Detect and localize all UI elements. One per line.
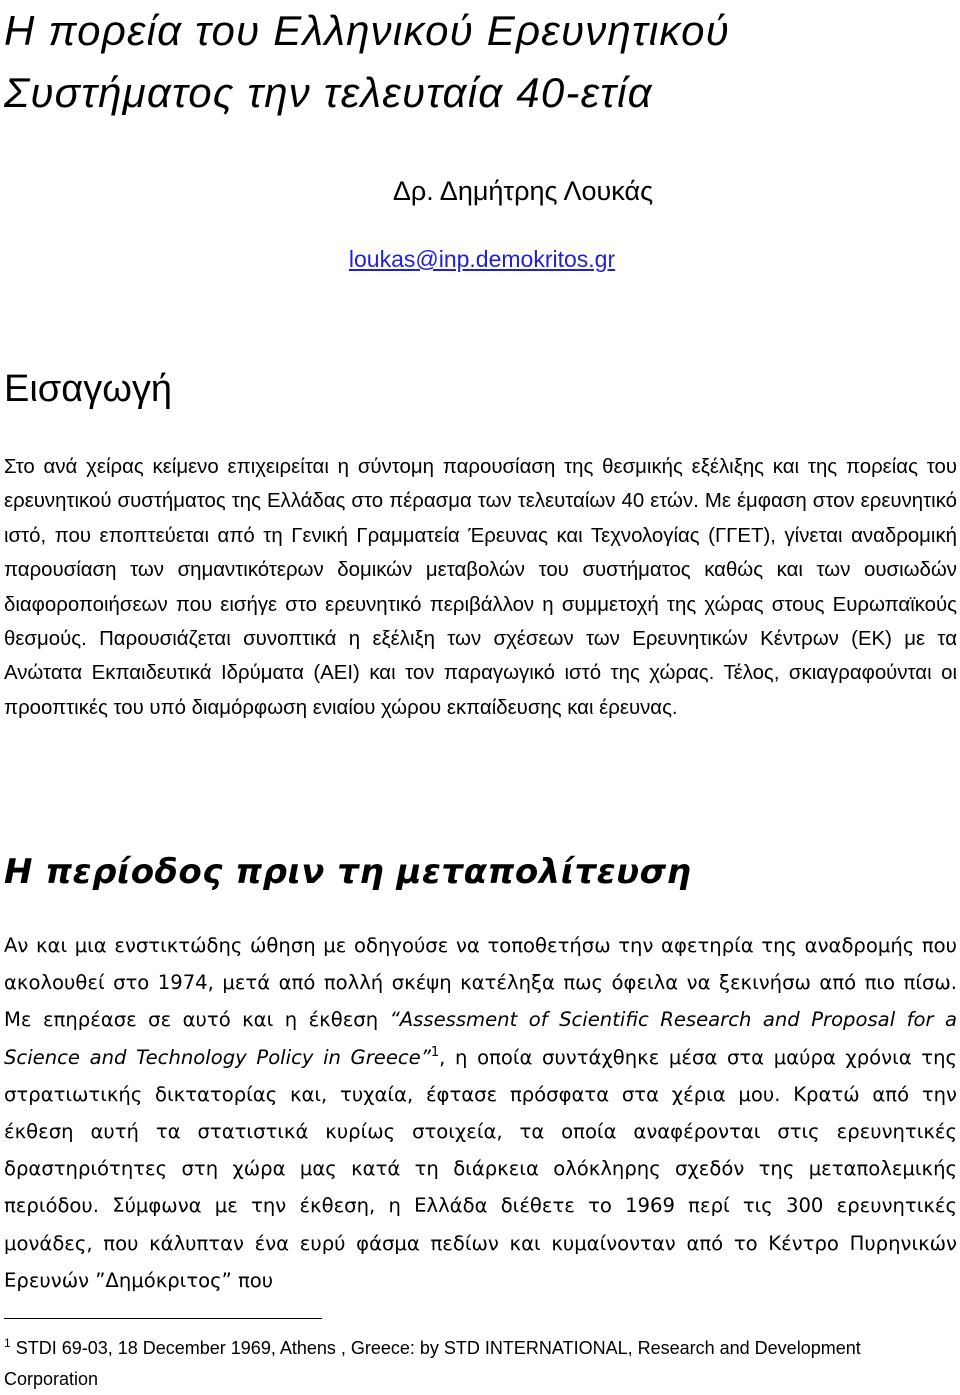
document-title [4, 0, 960, 124]
footnote-text: STDI 69-03, 18 December 1969, Athens , Greece: by STD INTERNATIONAL, Research and Development Corporation [4, 1338, 861, 1389]
section-heading-pre-metapolitefsi: Η περίοδος πριν τη μεταπολίτευση [4, 852, 692, 892]
paragraph-text-part-1: Αν και μια ενστικτώδης ώθηση με οδηγούσε να τοποθετήσω την αφετηρία της αναδρομής που ακολουθεί στο 1974, μετά από πολλή σκέψη κατέληξα πως όφειλα να ξεκινήσω από πιο πίσω. Με επηρέασε σε αυτό και η έκθεση [4, 934, 957, 1032]
document-title-line-1: Η πορεία του Ελληνικού Ερευνητικού [4, 7, 730, 54]
email-link[interactable]: loukas@inp.demokritos.gr [348, 246, 616, 272]
footnote-number: 1 [4, 1336, 11, 1350]
section-heading-introduction: Εισαγωγή [4, 368, 173, 410]
footnote-reference[interactable]: 1 [430, 1044, 440, 1060]
footnote-separator [4, 1318, 322, 1319]
author-name: Δρ. Δημήτρης Λουκάς [392, 176, 654, 206]
introduction-paragraph: Στο ανά χείρας κείμενο επιχειρείται η σύντομη παρουσίαση της θεσμικής εξέλιξης και της πορείας του ερευνητικού συστήματος της Ελλάδας στο πέρασμα των τελευταίων 40 ετών. Με έμφαση στον ερευνητικό ιστό, που εποπτεύεται από τη Γενική Γραμματεία Έρευνας και Τεχνολογίας (ΓΓΕΤ), γίνεται αναδρομική παρουσίαση των σημαντικότερων δομικών μεταβολών του συστήματος καθώς και των ουσιωδών διαφοροποιήσεων που εισήγε στο ερευνητικό περιβάλλον η συμμετοχή της χώρας στους Ευρωπαϊκούς θεσμούς. Παρουσιάζεται συνοπτικά η εξέλιξη των σχέσεων των Ερευνητικών Κέντρων (ΕΚ) με τα Ανώτατα Εκπαιδευτικά Ιδρύματα (ΑΕΙ) και τον παραγωγικό ιστό της χώρας. Τέλος, σκιαγραφούνται οι προοπτικές του υπό διαμόρφωση ενιαίου χώρου εκπαίδευσης και έρευνας. [4, 456, 957, 719]
author-email [0, 244, 960, 274]
report-title: “Assessment of Scientific Research and Proposal for a Science and Technology Policy in Greece” [4, 1008, 958, 1069]
pre-metapolitefsi-paragraph [4, 927, 957, 1299]
paragraph-text-part-2: , η οποία συντάχθηκε μέσα στα μαύρα χρόνια της στρατιωτικής δικτατορίας και, τυχαία, έφτασε πρόσφατα στα χέρια μου. Κρατώ από την έκθεση αυτή τα στατιστικά κυρίως στοιχεία, τα οποία αναφέρονται στις ερευνητικές δραστηριότητες στη χώρα μας κατά τη διάρκεια ολόκληρης σχεδόν της μεταπολεμικής περιόδου. Σύμφωνα με την έκθεση, η Ελλάδα διέθετε το 1969 περί τις 300 ερευνητικές μονάδες, που κάλυπταν ένα ευρύ φάσμα πεδίων και κυμαίνονταν από το Κέντρο Πυρηνικών Ερευνών ”Δημόκριτος” που [4, 1045, 958, 1292]
document-title-line-2: Συστήματος την τελευταία 40-ετία [4, 69, 653, 116]
footnote [4, 1333, 954, 1395]
